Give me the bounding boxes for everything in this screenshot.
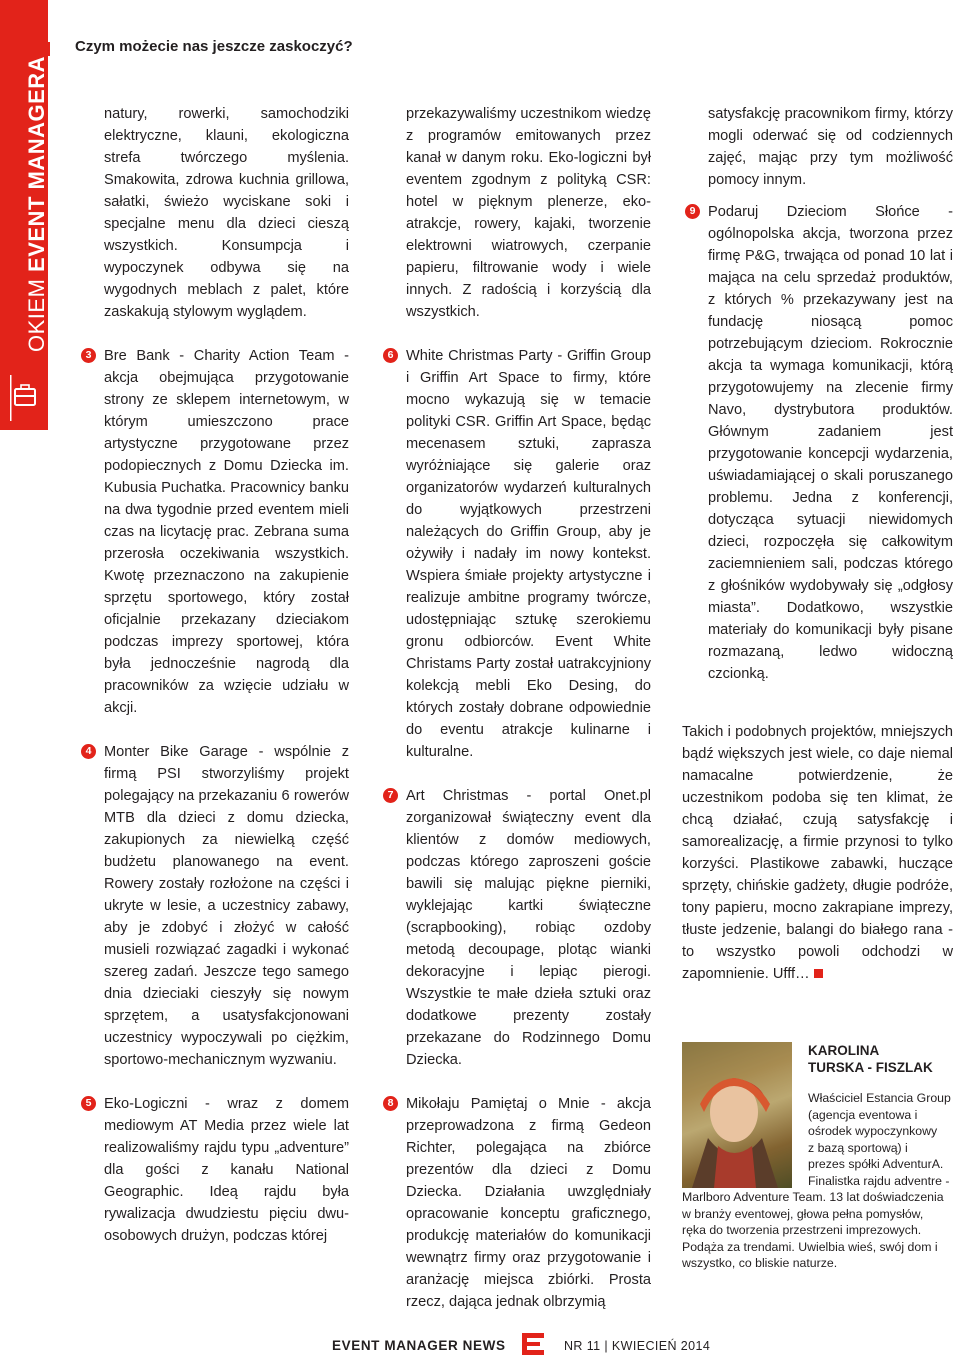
list-item [85, 1093, 349, 1247]
item-number-badge: 3 [81, 348, 96, 363]
col3-intro: satysfakcję pracownikom firmy, którzy mogli oderwać się od codziennych zajęć, mając przy tym możliwość pomocy innym. [708, 106, 953, 188]
bio-line: prezes spółki AdventurA. [808, 1157, 944, 1171]
bio-line: ręka do tworzenia przestrzeni imprezowych. [682, 1223, 922, 1237]
brand-logo-icon [518, 1331, 546, 1357]
author-first-name: KAROLINA [808, 1043, 880, 1058]
author-name [808, 1042, 933, 1076]
bio-line: wszystko, co bliskie naturze. [682, 1256, 838, 1270]
column-1 [85, 103, 349, 1247]
bio-line: (agencja eventowa i [808, 1107, 918, 1122]
column-3 [689, 103, 953, 685]
briefcase-icon [9, 375, 39, 421]
bio-line: w branży eventowej, głowa pełna pomysłów, [682, 1206, 924, 1221]
bio-line: Marlboro Adventure Team. 13 lat doświadczenia [682, 1190, 944, 1204]
item-text: Podaruj Dzieciom Słońce - ogólnopolska akcja, tworzona przez firmę P&G, trwająca od ponad 10 lat i mająca na celu sprzedaż produktów, z których % przekazywany jest na fundację niosącą pomoc potrzebującym dzieciom. Rokrocznie akcja ta wymaga komunikacji, którą przygotowujemy na zlecenie firmy Navo, dystrybutora produktów. Głównym zadaniem jest przygotowanie koncepcji wydarzenia, uświadamiającej o skali poruszanego problemu. Jedna z konferencji, dotycząca sytuacji niewidomych dzieci, rozpoczęła się całkowitym zaciemnieniem sali, podczas którego z głośników wydobywały się „odgłosy miasta”. Dodatkowo, wszystkie materiały do komunikacji były pisane rozmazaną, ledwo widoczną czcionką. [708, 204, 953, 682]
item-text: Mikołaju Pamiętaj o Mnie - akcja przeprowadzona z firmą Gedeon Richter, polegająca na zbiórce prezentów dla dzieci z Domu Dziecka. Działania uwzględniały opracowanie konceptu graficznego, produkcję materiałów do komunikacji wewnątrz firmy oraz przygotowanie i aranżację miejsca zbiórki. Prosta rzecz, dająca jednak olbrzymią [406, 1096, 651, 1310]
column-2 [387, 103, 651, 1313]
item-text: Eko-Logiczni - wraz z domem mediowym AT Media przez wiele lat realizowaliśmy rajdu typu „adventure” dla gości z kanału National Geographic. Ideą rajdu była rywalizacja dwudziestu pięciu dwu-osobowych drużyn, podczas której [104, 1096, 349, 1244]
list-item [85, 345, 349, 719]
bio-line: Właściciel Estancia Group [808, 1091, 951, 1105]
author-bio-side [808, 1090, 958, 1189]
footer-brand: EVENT MANAGER NEWS [332, 1338, 506, 1353]
author-bio-full [682, 1189, 957, 1272]
item-text: Bre Bank - Charity Action Team - akcja obejmująca przygotowanie strony ze sklepem internetowym, w którym umieszczono prace artystyczne przygotowane przez podopiecznych z Domu Dziecka im. Kubusia Puchatka. Pracownicy banku na dwa tygodnie przed eventem mieli czas na licytację prac. Zebrana suma przerosła oczekiwania wszystkich. Kwotę przeznaczono na zakupienie sprzętu sportowego, który został oficjalnie przekazany dzieciakom podczas imprezy sportowej, która była jednocześnie nagrodą dla pracowników za wzięcie udziału w akcji. [104, 348, 349, 716]
item-number-badge: 7 [383, 788, 398, 803]
header-separator [48, 42, 50, 56]
closing-text: Takich i podobnych projektów, mniejszych bądź większych jest wiele, co daje niemal namacalne potwierdzenie, że uczestnikom podoba się ten klimat, że chcą działać, czują satysfakcję i samorealizację, a firmie przynosi to tylko korzyści. Plastikowe zabawki, huczące sprzęty, chińskie gadżety, długie podróże, tony papieru, mocno zakrapiane imprezy, tłuste jedzenie, balangi do białego rana - to wszystko powoli odchodzi w zapomnienie. Ufff… [682, 724, 953, 982]
author-last-name: TURSKA - FISZLAK [808, 1060, 933, 1075]
list-item [689, 201, 953, 685]
bio-line: z bazą sportową) i [808, 1140, 908, 1155]
list-item [387, 1093, 651, 1313]
section-label [24, 56, 50, 352]
bio-line: Podąża za trendami. Uwielbia wieś, swój dom i [682, 1239, 938, 1254]
item-text: Art Christmas - portal Onet.pl zorganizował świąteczny event dla klientów z domów mediowych, podczas którego zaproszeni goście bawili się malując piękne pierniki, wyklejając kartki świąteczne (scrapbooking), robiąc ozdoby metodą decoupage, plotąc wianki dekoracyjne i lepiąc pierogi. Wszystkie te małe dzieła sztuki oraz dodatkowe prezenty zostały przekazane do Rodzinnego Domu Dziecka. [406, 788, 651, 1068]
bio-line: Finalistka rajdu adventre - [808, 1173, 950, 1188]
item-text: White Christmas Party - Griffin Group i Griffin Art Space to firmy, które mocno wykazują się w temacie polityki CSR. Griffin Art Space, będąc mecenasem sztuki, zaprasza wyróżniające się galerie oraz organizatorów wydarzeń kulturalnych do wyjątkowych przestrzeni należących do Griffin Group, aby je ożywiły i nadały im nowy kontekst. Wspiera śmiałe projekty artystyczne i realizuje ambitne programy twórcze, udostępniając sztukę szerokiemu gronu odbiorców. Event White Christams Party został uatrakcyjniony kolekcją mebli Eko Desing, do których zostały dobrane odpowiednie do eventu atrakcje kulinarne i kulturalne. [406, 348, 651, 760]
item-number-badge: 4 [81, 744, 96, 759]
author-photo [682, 1042, 792, 1188]
section-label-bold: EVENT MANAGERA [24, 55, 49, 272]
bio-line: ośrodek wypoczynkowy [808, 1124, 938, 1138]
running-title: Czym możecie nas jeszcze zaskoczyć? [75, 38, 353, 55]
closing-paragraph [682, 721, 953, 985]
item-number-badge: 8 [383, 1096, 398, 1111]
item-number-badge: 5 [81, 1096, 96, 1111]
item-number-badge: 9 [685, 204, 700, 219]
list-item [387, 785, 651, 1071]
list-item [85, 741, 349, 1071]
end-mark-icon [814, 969, 823, 978]
item-text: Monter Bike Garage - wspólnie z firmą PSI stworzyliśmy projekt polegający na przekazaniu 6 rowerów MTB dla dzieci z domu dziecka, zakupionych za niewielką część budżetu planowanego na event. Rowery zostały rozłożone na części i ukryte w lesie, a uczestnicy zabawy, aby je zdobyć i złożyć w całość musieli rozwiązać zagadki i wykonać szereg zadań. Jeszcze tego samego dnia dzieciaki cieszyły się nowym sprzętem, a usatysfakcjonowani uczestnicy wypoczywali po ciężkim, sportowo-mechanicznym wyzwaniu. [104, 744, 349, 1068]
col2-intro: przekazywaliśmy uczestnikom wiedzę z programów emitowanych przez kanał w danym roku. Eko-logiczni był eventem zgodnym z polityką CSR: hotel w pięknym plenerze, eko-atrakcje, rowery, kajaki, tworzenie elektrowni wiatrowych, czerpanie papieru, filtrowanie wody i wiele innych. Z radością i korzyścią dla wszystkich. [406, 106, 651, 320]
section-label-thin: OKIEM [24, 278, 49, 352]
list-item [387, 345, 651, 763]
col1-intro: natury, rowerki, samochodziki elektryczne, klauni, ekologiczna strefa twórczego myślenia. Smakowita, zdrowa kuchnia grillowa, sałatki, świeżo wyciskane soki i specjalne menu dla dzieci cieszą wszystkich. Konsumpcja i wypoczynek odbywa się na wygodnych meblach z palet, które zaskakują stylowym wyglądem. [104, 106, 349, 320]
footer-issue: NR 11 | KWIECIEŃ 2014 [564, 1339, 711, 1353]
item-number-badge: 6 [383, 348, 398, 363]
